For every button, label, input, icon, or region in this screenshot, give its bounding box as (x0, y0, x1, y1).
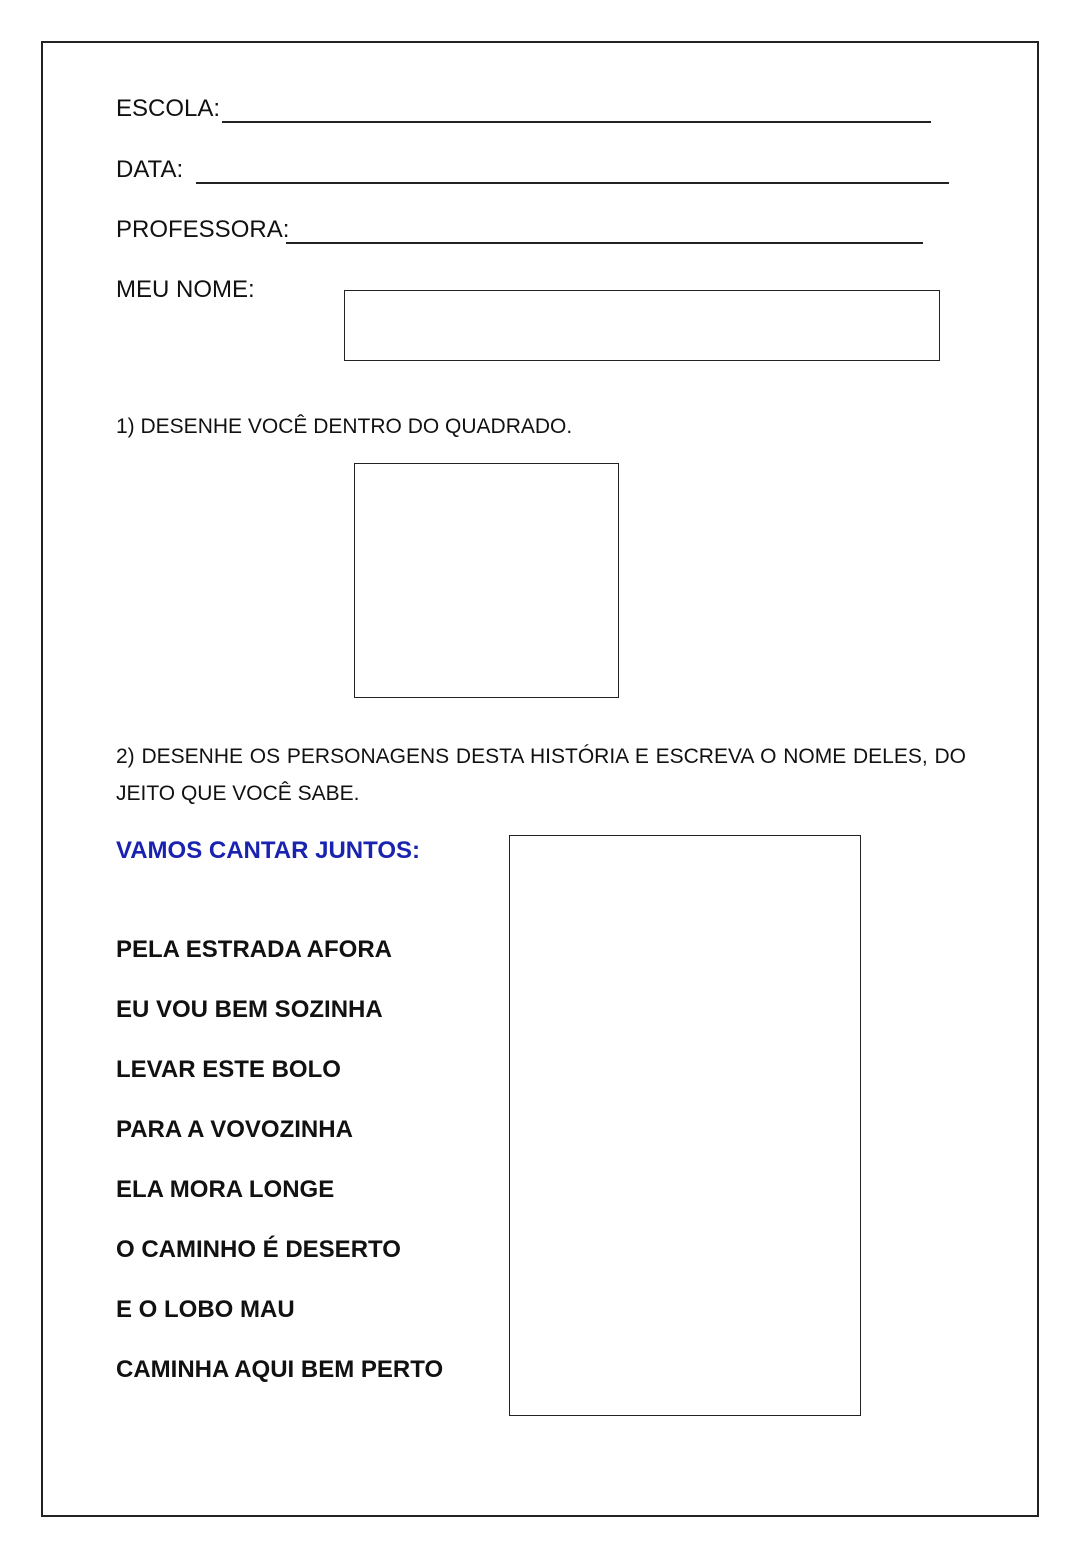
song-line: O CAMINHO É DESERTO (116, 1236, 401, 1263)
teacher-line[interactable] (286, 242, 923, 244)
song-line: PELA ESTRADA AFORA (116, 936, 392, 963)
name-label: MEU NOME: (116, 276, 255, 303)
date-line[interactable] (196, 182, 949, 184)
song-line: EU VOU BEM SOZINHA (116, 996, 383, 1023)
school-label: ESCOLA: (116, 95, 221, 122)
song-line: CAMINHA AQUI BEM PERTO (116, 1356, 444, 1383)
song-heading: VAMOS CANTAR JUNTOS: (116, 837, 421, 864)
song-line: PARA A VOVOZINHA (116, 1116, 353, 1143)
song-line: ELA MORA LONGE (116, 1176, 335, 1203)
characters-drawing-box[interactable] (509, 835, 861, 1416)
question-1: 1) DESENHE VOCÊ DENTRO DO QUADRADO. (116, 415, 573, 438)
song-line: E O LOBO MAU (116, 1296, 295, 1323)
name-box[interactable] (344, 290, 940, 361)
school-line[interactable] (222, 121, 931, 123)
teacher-label: PROFESSORA: (116, 216, 290, 243)
question-2: 2) DESENHE OS PERSONAGENS DESTA HISTÓRIA E ESCREVA O NOME DELES, DO JEITO QUE VOCÊ SABE. (116, 745, 966, 805)
song-line: LEVAR ESTE BOLO (116, 1056, 341, 1083)
date-label: DATA: (116, 156, 184, 183)
self-drawing-box[interactable] (354, 463, 619, 698)
